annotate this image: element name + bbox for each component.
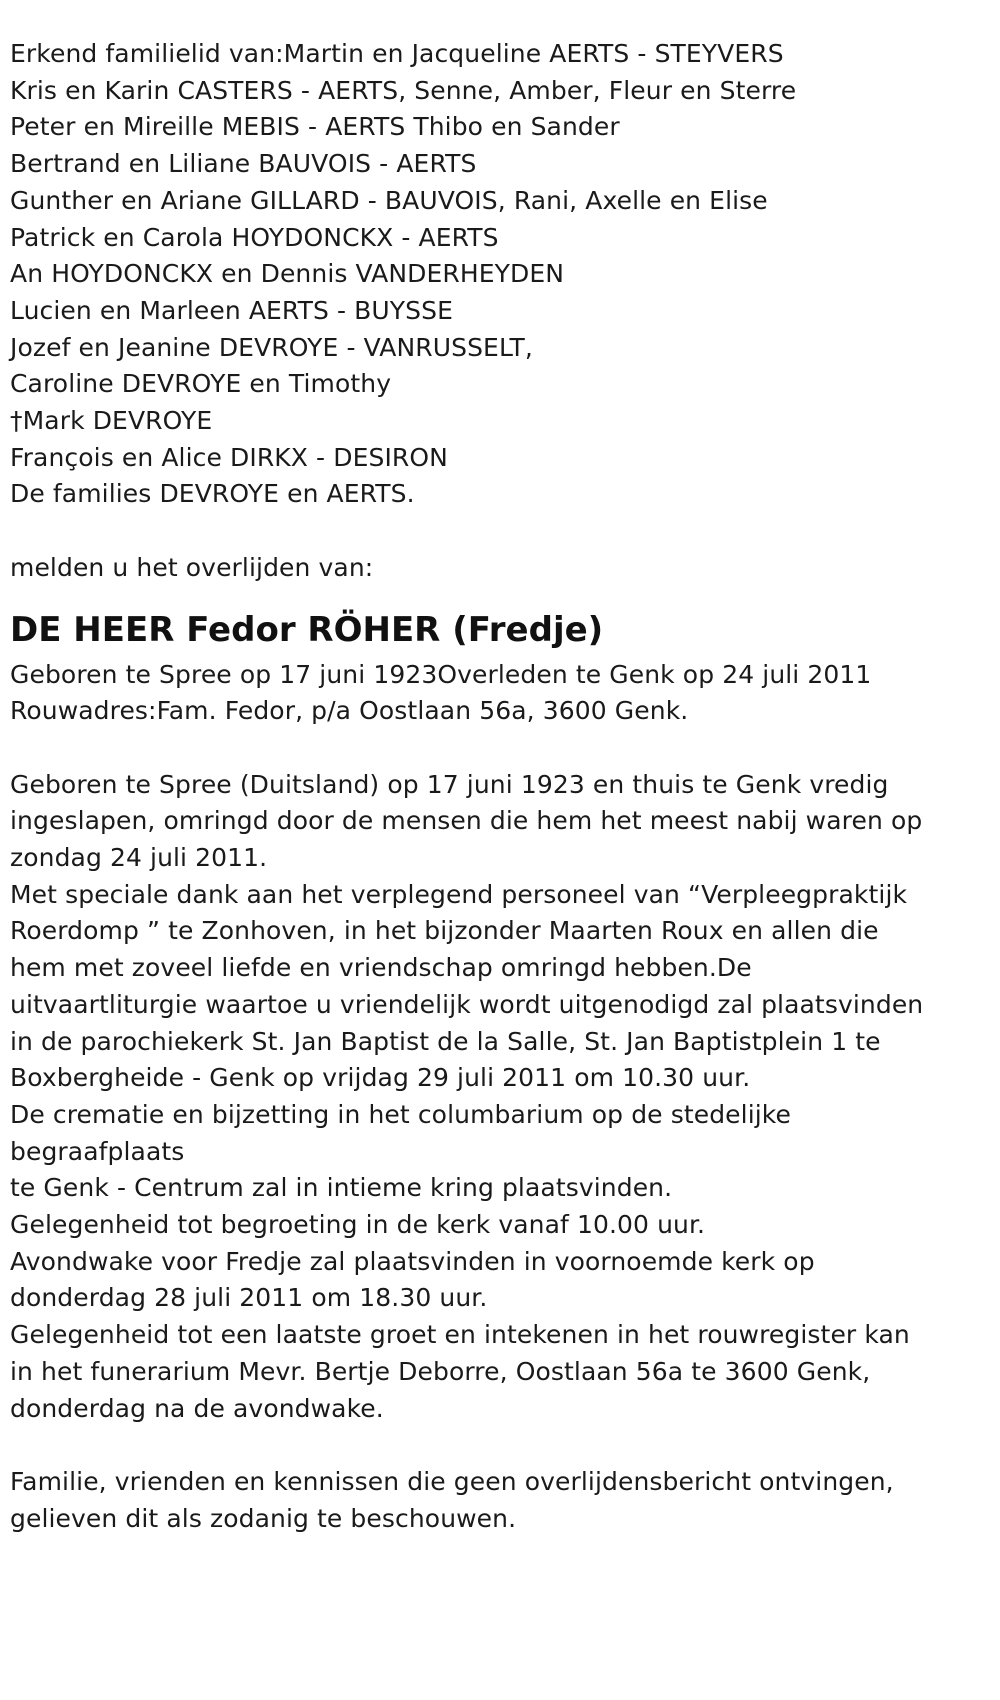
family-line: Kris en Karin CASTERS - AERTS, Senne, Amber, Fleur en Sterre — [10, 75, 797, 105]
family-line: Lucien en Marleen AERTS - BUYSSE — [10, 295, 453, 325]
body-line: Boxbergheide - Genk op vrijdag 29 juli 2011 om 10.30 uur. — [10, 1063, 751, 1093]
spacer — [10, 587, 1000, 599]
spacer — [10, 513, 1000, 550]
family-list — [10, 36, 1000, 513]
body-line: te Genk - Centrum zal in intieme kring plaatsvinden. — [10, 1173, 673, 1203]
body-line: Met speciale dank aan het verplegend personeel van “Verpleegpraktijk — [10, 879, 908, 909]
family-line: Patrick en Carola HOYDONCKX - AERTS — [10, 222, 499, 252]
closing-line: Familie, vrienden en kennissen die geen overlijdensbericht ontvingen, — [10, 1466, 894, 1496]
body-line: in de parochiekerk St. Jan Baptist de la Salle, St. Jan Baptistplein 1 te — [10, 1026, 881, 1056]
body-line: De crematie en bijzetting in het columbarium op de stedelijke — [10, 1099, 791, 1129]
body-line: ingeslapen, omringd door de mensen die hem het meest nabij waren op — [10, 806, 923, 836]
body-line: begraafplaats — [10, 1136, 185, 1166]
family-line: Gunther en Ariane GILLARD - BAUVOIS, Rani, Axelle en Elise — [10, 185, 768, 215]
closing-note — [10, 1464, 1000, 1537]
body-line: Gelegenheid tot een laatste groet en intekenen in het rouwregister kan — [10, 1320, 910, 1350]
announcement — [10, 550, 1000, 587]
family-line: †Mark DEVROYE — [10, 406, 213, 436]
info-line: Geboren te Spree op 17 juni 1923Overleden te Genk op 24 juli 2011 — [10, 659, 872, 689]
family-line: Caroline DEVROYE en Timothy — [10, 369, 392, 399]
body-line: Geboren te Spree (Duitsland) op 17 juni 1923 en thuis te Genk vredig — [10, 769, 889, 799]
spacer — [10, 730, 1000, 767]
family-line: François en Alice DIRKX - DESIRON — [10, 442, 448, 472]
body-line: Gelegenheid tot begroeting in de kerk vanaf 10.00 uur. — [10, 1210, 706, 1240]
announcement-text: melden u het overlijden van: — [10, 552, 374, 582]
body-line: zondag 24 juli 2011. — [10, 843, 268, 873]
body-line: uitvaartliturgie waartoe u vriendelijk wordt uitgenodigd zal plaatsvinden — [10, 989, 924, 1019]
body-line: Avondwake voor Fredje zal plaatsvinden in voornoemde kerk op — [10, 1246, 815, 1276]
deceased-name-heading: DE HEER Fedor RÖHER (Fredje) — [10, 609, 604, 650]
family-line: Bertrand en Liliane BAUVOIS - AERTS — [10, 149, 477, 179]
family-line: Jozef en Jeanine DEVROYE - VANRUSSELT, — [10, 332, 533, 362]
family-line: Erkend familielid van:Martin en Jacqueline AERTS - STEYVERS — [10, 39, 784, 68]
birth-death-info — [10, 657, 1000, 730]
body-line: in het funerarium Mevr. Bertje Deborre, Oostlaan 56a te 3600 Genk, — [10, 1356, 871, 1386]
spacer — [10, 1427, 1000, 1464]
obituary-body — [10, 767, 1000, 1428]
info-line: Rouwadres:Fam. Fedor, p/a Oostlaan 56a, 3600 Genk. — [10, 696, 689, 726]
body-line: donderdag na de avondwake. — [10, 1393, 384, 1423]
body-line: hem met zoveel liefde en vriendschap omringd hebben.De — [10, 953, 752, 983]
family-line: An HOYDONCKX en Dennis VANDERHEYDEN — [10, 259, 565, 289]
body-line: donderdag 28 juli 2011 om 18.30 uur. — [10, 1283, 488, 1313]
family-line: Peter en Mireille MEBIS - AERTS Thibo en Sander — [10, 112, 620, 142]
body-line: Roerdomp ” te Zonhoven, in het bijzonder Maarten Roux en allen die — [10, 916, 879, 946]
closing-line: gelieven dit als zodanig te beschouwen. — [10, 1503, 517, 1533]
family-line: De families DEVROYE en AERTS. — [10, 479, 415, 509]
